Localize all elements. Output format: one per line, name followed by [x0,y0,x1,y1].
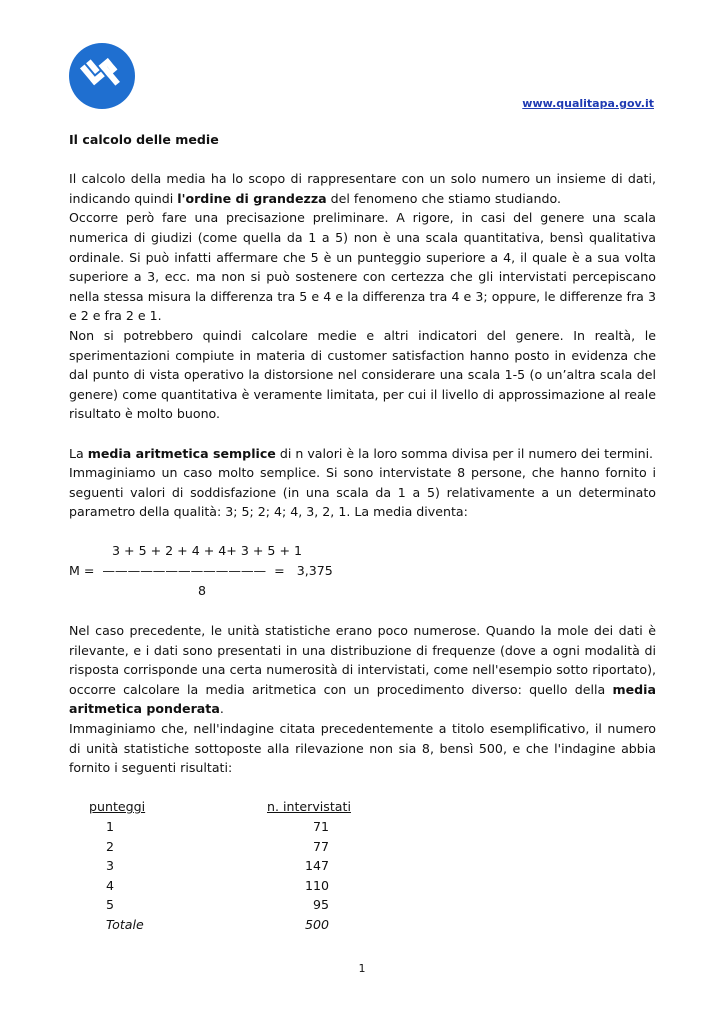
frequency-table [69,797,656,957]
table-header-punteggi: punteggi [89,799,146,815]
qualitapa-logo [68,42,136,110]
paragraph-sperimentazioni: Non si potrebbero quindi calcolare medie e altri indicatori del genere. In realtà, le sperimentazioni compiute in materia di customer satisfaction hanno posto in evidenza che dal punto di vista operativo la distorsione nel considerare una scala 1-5 (o un’altra scala del genere) come quantitativa è veramente limitata, per cui il livello di approssimazione al reale risultato è molto buono. [69,327,656,422]
table-row: 5 95 [106,897,329,913]
document-title: Il calcolo delle medie [69,132,219,147]
paragraph-intro: Il calcolo della media ha lo scopo di rappresentare con un solo numero un insieme di dati, indicando quindi l'ordine di grandezza del fenomeno che stiamo studiando. [69,171,656,206]
page-number: 1 [358,962,366,975]
formula-media [69,541,656,601]
paragraph-esempio: Immaginiamo un caso molto semplice. Si sono intervistate 8 persone, che hanno fornito i seguenti valori di soddisfazione (in una scala da 1 a 5) relativamente a un determinato parametro della qualità: 3; 5; 2; 4; 4, 3, 2, 1. La media diventa: [69,465,656,520]
table-row: 3 147 [106,858,329,874]
formula-denominator: 8 [198,582,207,598]
table-row: 2 77 [106,838,329,854]
formula-result-line: M = ————————————— = 3,375 [69,563,333,579]
paragraph-media-semplice: La media aritmetica semplice di n valori è la loro somma divisa per il numero dei termini. [69,445,654,461]
site-link[interactable]: www.qualitapa.gov.it [522,97,654,110]
paragraph-indagine: Immaginiamo che, nell'indagine citata precedentemente a titolo esemplificativo, il numero di unità statistiche sottoposte alla rilevazione non sia 8, bensì 500, e che l'indagine abbia fornito i seguenti risultati: [69,721,656,776]
document-body [69,130,656,957]
table-row: 1 71 [106,819,329,834]
table-header-intervistati: n. intervistati [267,799,351,815]
paragraph-precisazione: Occorre però fare una precisazione preliminare. A rigore, in casi del genere una scala numerica di giudizi (come quella da 1 a 5) non è una scala quantitativa, bensì qualitativa ordinale. Si può infatti affermare che 5 è un punteggio superiore a 4, il quale è a sua volta superiore a 3, ecc. ma non si può sostenere con certezza che gli intervistati percepiscano nella stessa misura la differenza tra 5 e 4 e la differenza tra 4 e 3; oppure, le differenze fra 3 e 2 e fra 2 e 1. [69,210,656,324]
table-row: 4 110 [106,877,329,893]
paragraph-media-ponderata: Nel caso precedente, le unità statistiche erano poco numerose. Quando la mole dei dati è rilevante, e i dati sono presentati in una distribuzione di frequenze (dove a ogni modalità di risposta corrisponde una certa numerosità di intervistati, come nell'esempio sotto riportato), occorre calcolare la media aritmetica con un procedimento diverso: quello della media aritmetica ponderata. [69,623,656,717]
table-total-row: Totale 500 [106,917,329,932]
formula-numerator: 3 + 5 + 2 + 4 + 4+ 3 + 5 + 1 [112,543,303,559]
